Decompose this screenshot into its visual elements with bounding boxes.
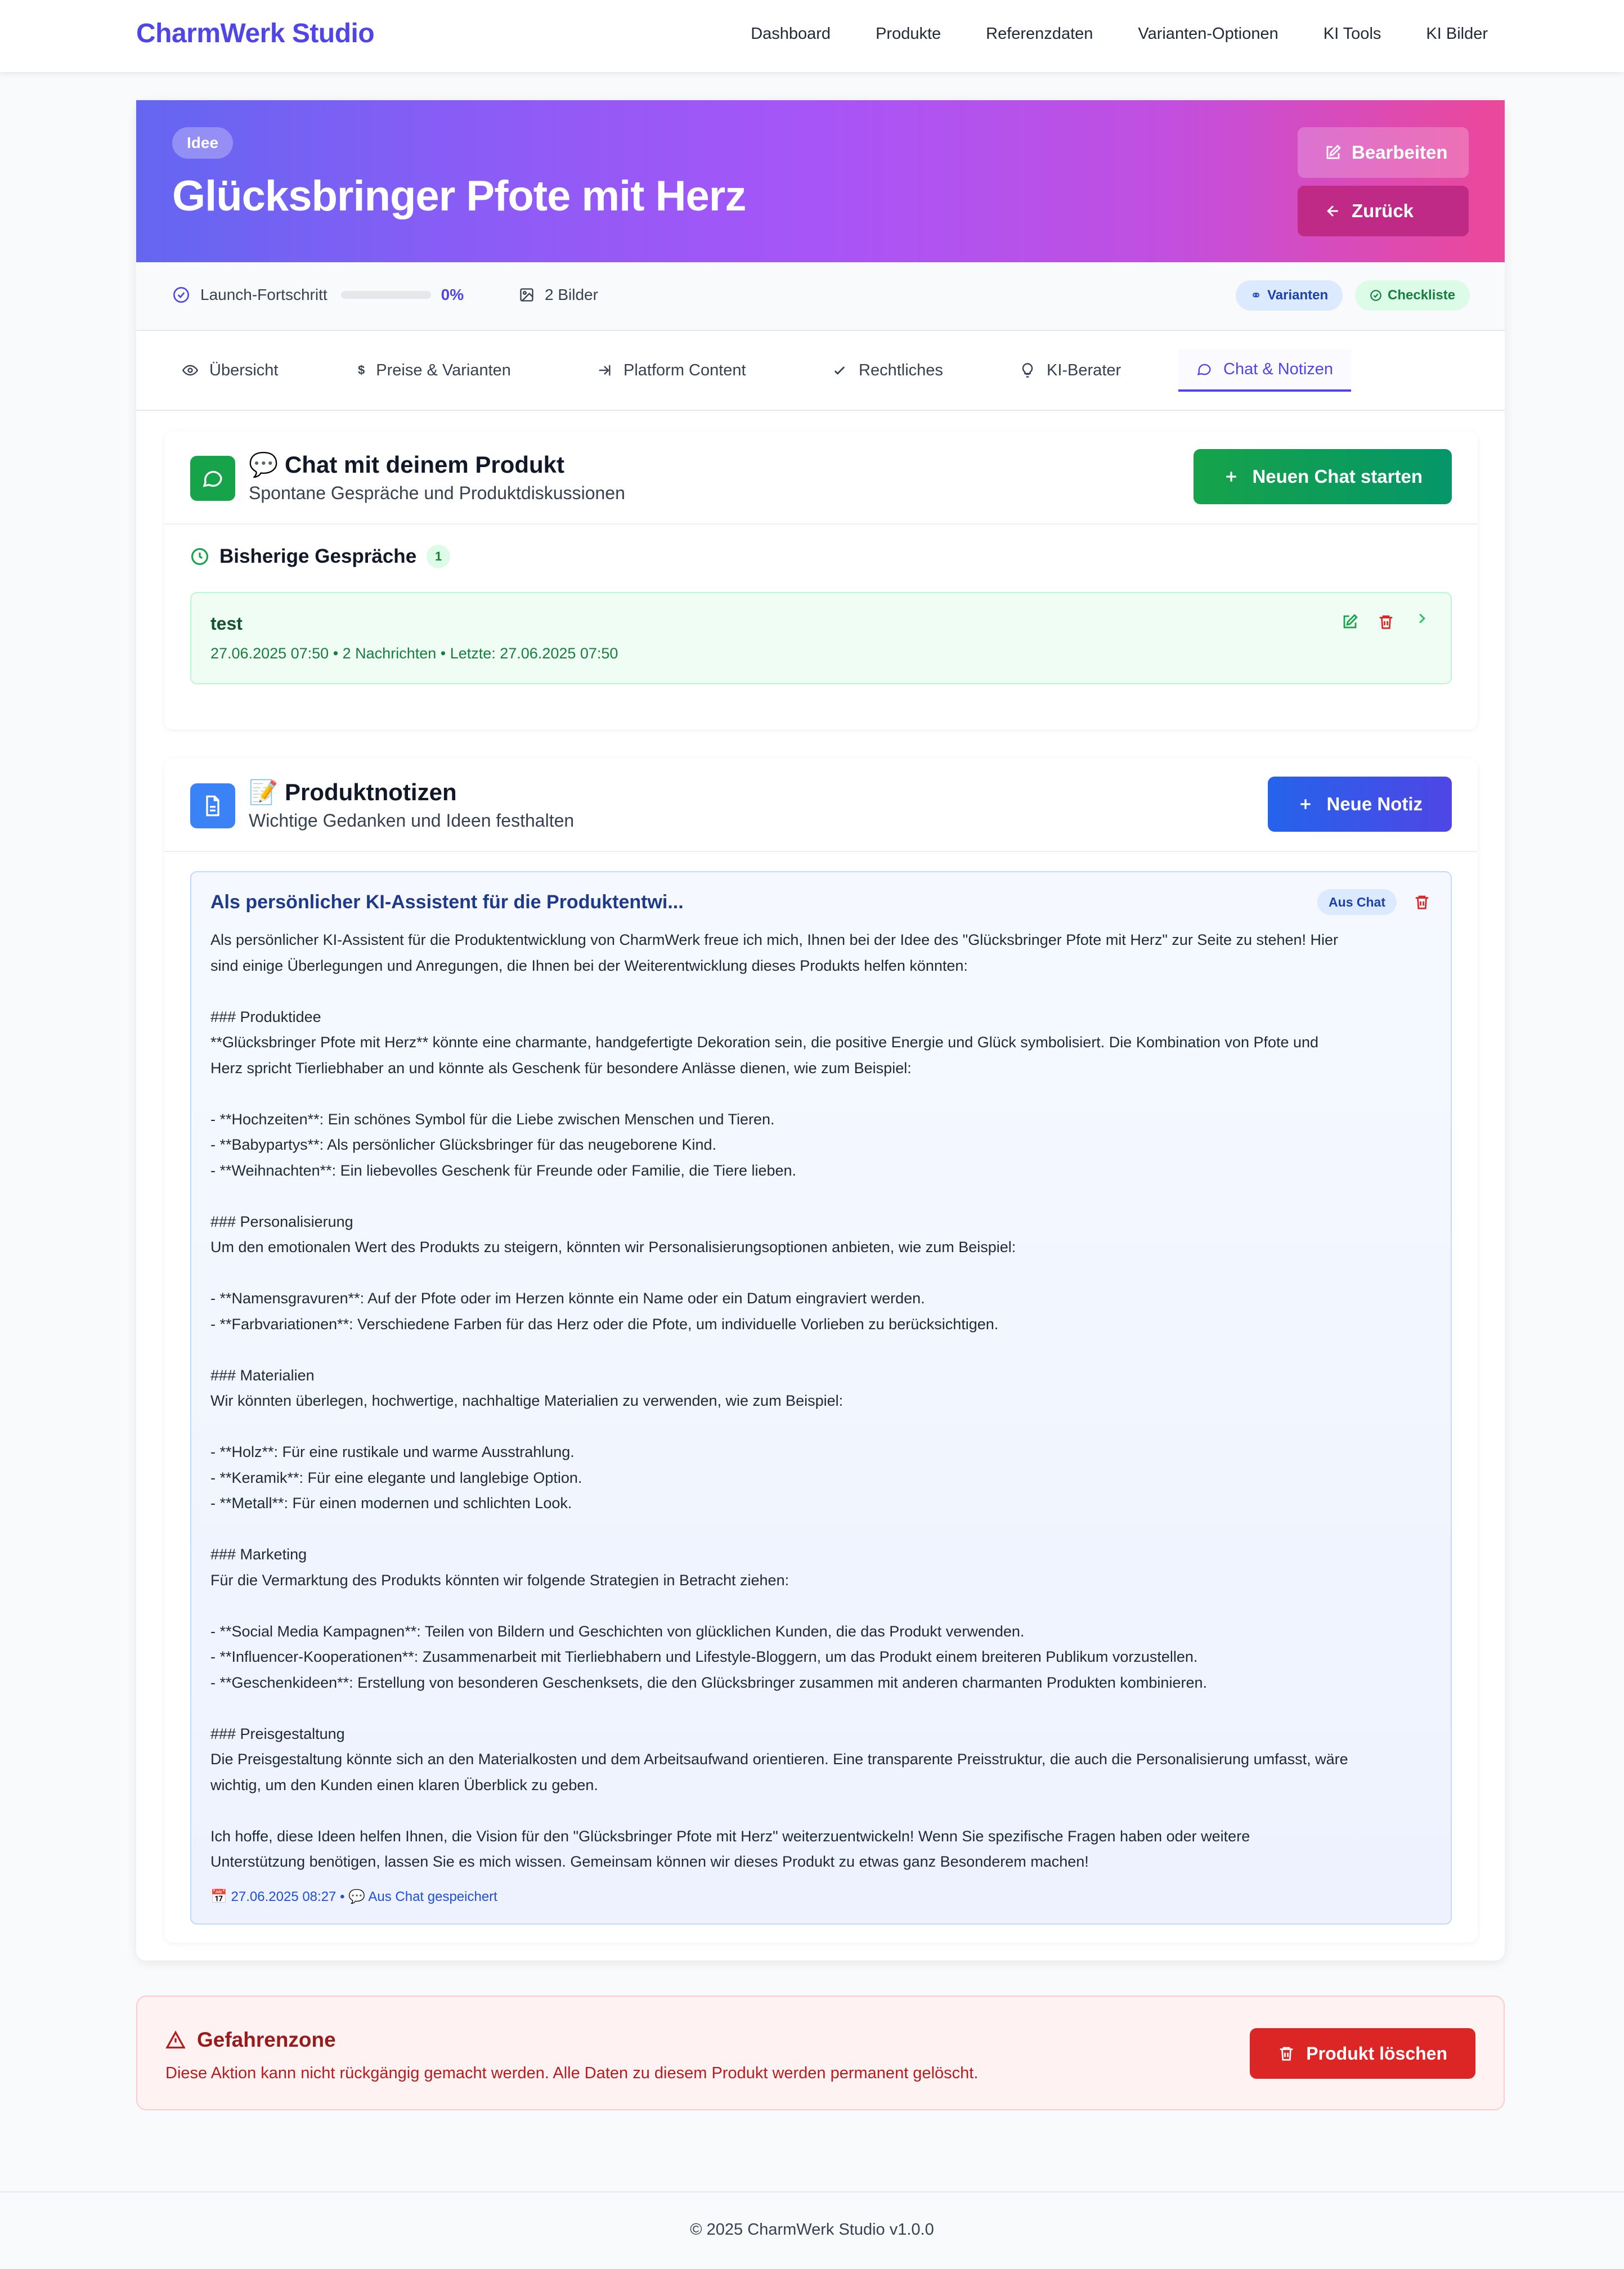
tab-label: Übersicht (209, 361, 279, 379)
note-line: **Glücksbringer Pfote mit Herz** könnte eine charmante, handgefertigte Dekoration sein, die positive Energie und Glück symbolisiert. Die Kombination von Pfote und (210, 1034, 1319, 1051)
note-line: - **Geschenkideen**: Erstellung von besonderen Geschenksets, die den Glücksbringer zusammen mit anderen charmanten Produkten kombinieren. (210, 1674, 1207, 1691)
image-count (519, 286, 598, 304)
danger-zone-title-text: Gefahrenzone (197, 2028, 336, 2051)
tab-label: Rechtliches (859, 361, 943, 379)
note-line: ### Materialien (210, 1366, 315, 1384)
note-line: - **Farbvariationen**: Verschiedene Farben für das Herz oder die Pfote, um individuelle Vorlieben zu berücksichtigen. (210, 1315, 999, 1333)
back-button[interactable] (1298, 186, 1469, 236)
note-line (210, 979, 1437, 1005)
plus-icon (1223, 468, 1240, 485)
danger-zone-text: Diese Aktion kann nicht rückgängig gemacht werden. Alle Daten zu diesem Produkt werden permanent gelöscht. (165, 2064, 979, 2082)
trash-icon (1278, 2045, 1295, 2062)
note-line: ### Preisgestaltung (210, 1725, 345, 1742)
note-line: - **Weihnachten**: Ein liebevolles Geschenk für Freunde oder Familie, die Tiere lieben. (210, 1162, 797, 1179)
note-line: - **Keramik**: Für eine elegante und langlebige Option. (210, 1469, 582, 1486)
chat-title-text: Chat mit deinem Produkt (284, 451, 565, 478)
note-line: ### Personalisierung (210, 1213, 353, 1230)
edit-button-label: Bearbeiten (1352, 142, 1448, 163)
chat-section-title (249, 451, 564, 479)
note-footer: 📅 27.06.2025 08:27 • 💬 Aus Chat gespeichert (210, 1889, 497, 1904)
danger-zone (136, 1996, 1505, 2110)
nav-link-produkte[interactable]: Produkte (876, 25, 941, 43)
conversation-meta: 27.06.2025 07:50 • 2 Nachrichten • Letzte: 27.06.2025 07:50 (210, 645, 618, 662)
check-circle-icon (1370, 289, 1382, 302)
note-line: Als persönlicher KI-Assistent für die Produktentwicklung von CharmWerk freue ich mich, Ihnen bei der Idee des "Glücksbringer Pfote mit Herz" zur Seite zu stehen! Hier (210, 931, 1339, 948)
tab-label: Platform Content (623, 361, 746, 379)
note-line: Für die Vermarktung des Produkts könnten wir folgende Strategien in Betracht ziehen: (210, 1571, 789, 1589)
note-line: - **Namensgravuren**: Auf der Pfote oder im Herzen könnte ein Name oder ein Datum eingraviert werden. (210, 1290, 925, 1307)
footer-divider (0, 2191, 1624, 2192)
conversation-actions (1342, 613, 1430, 630)
footer: © 2025 CharmWerk Studio v1.0.0 (690, 2221, 934, 2239)
history-count-badge: 1 (427, 545, 450, 568)
chat-icon (1196, 361, 1212, 377)
notes-section-icon (190, 783, 235, 828)
nav-link-referenzdaten[interactable]: Referenzdaten (986, 25, 1093, 43)
notes-section (164, 759, 1478, 1943)
chat-section-subtitle: Spontane Gespräche und Produktdiskussionen (249, 483, 625, 503)
tab-platform-content[interactable] (578, 349, 764, 392)
dollar-icon: $ (358, 363, 365, 377)
check-circle-icon (172, 286, 190, 304)
note-line: - **Metall**: Für einen modernen und schlichten Look. (210, 1495, 572, 1512)
tab-preise-varianten[interactable] (340, 349, 529, 392)
document-icon (201, 795, 224, 817)
history-title (190, 545, 450, 568)
link-icon: ⚭ (1250, 288, 1262, 303)
checklist-pill-label: Checkliste (1388, 288, 1456, 303)
brand-logo[interactable]: CharmWerk Studio (136, 19, 375, 48)
note-line: Herz spricht Tierliebhaber an und könnte als Geschenk für besondere Anlässe dienen, wie zum Beispiel: (210, 1059, 912, 1077)
new-chat-button[interactable] (1194, 449, 1452, 504)
share-icon (596, 362, 612, 378)
nav-link-ki-bilder[interactable]: KI Bilder (1426, 25, 1488, 43)
speech-bubble-icon: 💬 (249, 451, 279, 478)
note-line: Ich hoffe, diese Ideen helfen Ihnen, die Vision für den "Glücksbringer Pfote mit Herz" weiterzuentwickeln! Wenn Sie spezifische Fragen haben oder weitere (210, 1827, 1250, 1845)
edit-icon[interactable] (1342, 613, 1358, 630)
tab-bar (136, 331, 1505, 411)
image-count-label: 2 Bilder (545, 286, 598, 303)
plus-icon (1297, 796, 1314, 813)
note-line: wichtig, um den Kunden einen klaren Überblick zu geben. (210, 1776, 598, 1793)
note-line (210, 1081, 1437, 1107)
nav-link-ki-tools[interactable]: KI Tools (1323, 25, 1381, 43)
conversation-name: test (210, 613, 243, 634)
tab-rechtliches[interactable] (814, 349, 961, 392)
note-source-badge: Aus Chat (1317, 889, 1397, 915)
new-note-button-label: Neue Notiz (1326, 793, 1423, 814)
nav-link-dashboard[interactable]: Dashboard (751, 25, 831, 43)
note-line (210, 1798, 1437, 1824)
nav-links (751, 25, 1488, 43)
note-line: Unterstützung benötigen, lassen Sie es mich wissen. Gemeinsam können wir dieses Produkt zu etwas ganz Besonderem machen! (210, 1853, 1089, 1870)
note-line: - **Babypartys**: Als persönlicher Glücksbringer für das neugeborene Kind. (210, 1136, 716, 1153)
lightbulb-icon (1020, 362, 1035, 378)
clock-icon (190, 547, 209, 566)
warning-icon (165, 2030, 186, 2050)
note-body (210, 927, 1437, 1875)
delete-product-button[interactable] (1250, 2028, 1475, 2079)
note-line (210, 1593, 1437, 1619)
launch-progress (172, 286, 464, 304)
variants-pill-label: Varianten (1267, 288, 1329, 303)
top-nav (0, 0, 1624, 72)
note-line: - **Holz**: Für eine rustikale und warme Ausstrahlung. (210, 1443, 575, 1460)
note-line: Wir könnten überlegen, hochwertige, nachhaltige Materialien zu verwenden, wie zum Beispiel: (210, 1392, 844, 1409)
chat-section-header (164, 431, 1478, 524)
note-line: - **Influencer-Kooperationen**: Zusammenarbeit mit Tierliebhabern und Lifestyle-Bloggern, um das Produkt einem breiteren Publikum vorzustellen. (210, 1648, 1198, 1665)
note-line (210, 1696, 1437, 1721)
note-line (210, 1517, 1437, 1542)
note-line (210, 1337, 1437, 1363)
progress-row (136, 262, 1505, 331)
tab-chat-notizen[interactable] (1178, 349, 1351, 392)
new-chat-button-label: Neuen Chat starten (1252, 466, 1423, 487)
note-line: - **Hochzeiten**: Ein schönes Symbol für die Liebe zwischen Menschen und Tieren. (210, 1110, 775, 1128)
progress-percent: 0% (441, 286, 464, 303)
note-item (190, 871, 1452, 1925)
notes-section-title (249, 779, 457, 806)
message-icon (201, 467, 224, 490)
history-title-text: Bisherige Gespräche (219, 545, 417, 567)
tab-label: Chat & Notizen (1223, 360, 1334, 378)
eye-icon (182, 362, 198, 378)
tab-ki-berater[interactable] (1002, 349, 1139, 392)
progress-bar (341, 291, 431, 299)
notes-section-subtitle: Wichtige Gedanken und Ideen festhalten (249, 810, 575, 831)
note-line: - **Social Media Kampagnen**: Teilen von Bildern und Geschichten von glücklichen Kunden, die das Produkt verwenden. (210, 1622, 1025, 1640)
chat-section-icon (190, 456, 235, 501)
check-icon (832, 362, 847, 378)
tab-uebersicht[interactable] (164, 349, 297, 392)
chat-section (164, 431, 1478, 729)
note-line (210, 1183, 1437, 1209)
conversation-item[interactable] (190, 592, 1452, 684)
edit-button[interactable] (1298, 127, 1469, 178)
delete-product-button-label: Produkt löschen (1306, 2043, 1447, 2064)
tab-label: KI-Berater (1047, 361, 1121, 379)
note-line: sind einige Überlegungen und Anregungen, die Ihnen bei der Weiterentwicklung dieses Produkts helfen könnten: (210, 957, 968, 974)
trash-icon[interactable] (1378, 613, 1394, 630)
nav-link-varianten-optionen[interactable]: Varianten-Optionen (1138, 25, 1278, 43)
variants-pill[interactable] (1236, 280, 1343, 311)
notes-title-text: Produktnotizen (284, 779, 457, 805)
memo-icon: 📝 (249, 779, 279, 805)
edit-icon (1325, 144, 1342, 161)
trash-icon[interactable] (1414, 894, 1430, 911)
page-title: Glücksbringer Pfote mit Herz (172, 172, 746, 220)
image-icon (519, 287, 535, 303)
tab-label: Preise & Varianten (376, 361, 511, 379)
note-title[interactable]: Als persönlicher KI-Assistent für die Produktentwi... (210, 891, 684, 913)
status-badge: Idee (172, 127, 233, 159)
danger-zone-title (165, 2028, 336, 2052)
note-line (210, 1414, 1437, 1440)
launch-progress-label: Launch-Fortschritt (200, 286, 328, 303)
new-note-button[interactable] (1268, 777, 1452, 832)
note-line: Um den emotionalen Wert des Produkts zu steigern, könnten wir Personalisierungsoptionen anbieten, wie zum Beispiel: (210, 1239, 1016, 1255)
note-line: Die Preisgestaltung könnte sich an den Materialkosten und dem Arbeitsaufwand orientieren. Eine transparente Preisstruktur, die auch die Personalisierung umfasst, wäre (210, 1751, 1348, 1768)
chevron-right-icon[interactable] (1414, 610, 1430, 627)
checklist-pill[interactable] (1355, 280, 1470, 311)
note-line: ### Marketing (210, 1546, 307, 1563)
back-button-label: Zurück (1352, 200, 1414, 221)
notes-section-header (164, 759, 1478, 852)
arrow-left-icon (1325, 203, 1342, 219)
note-line (210, 1261, 1437, 1286)
note-line: ### Produktidee (210, 1008, 321, 1025)
